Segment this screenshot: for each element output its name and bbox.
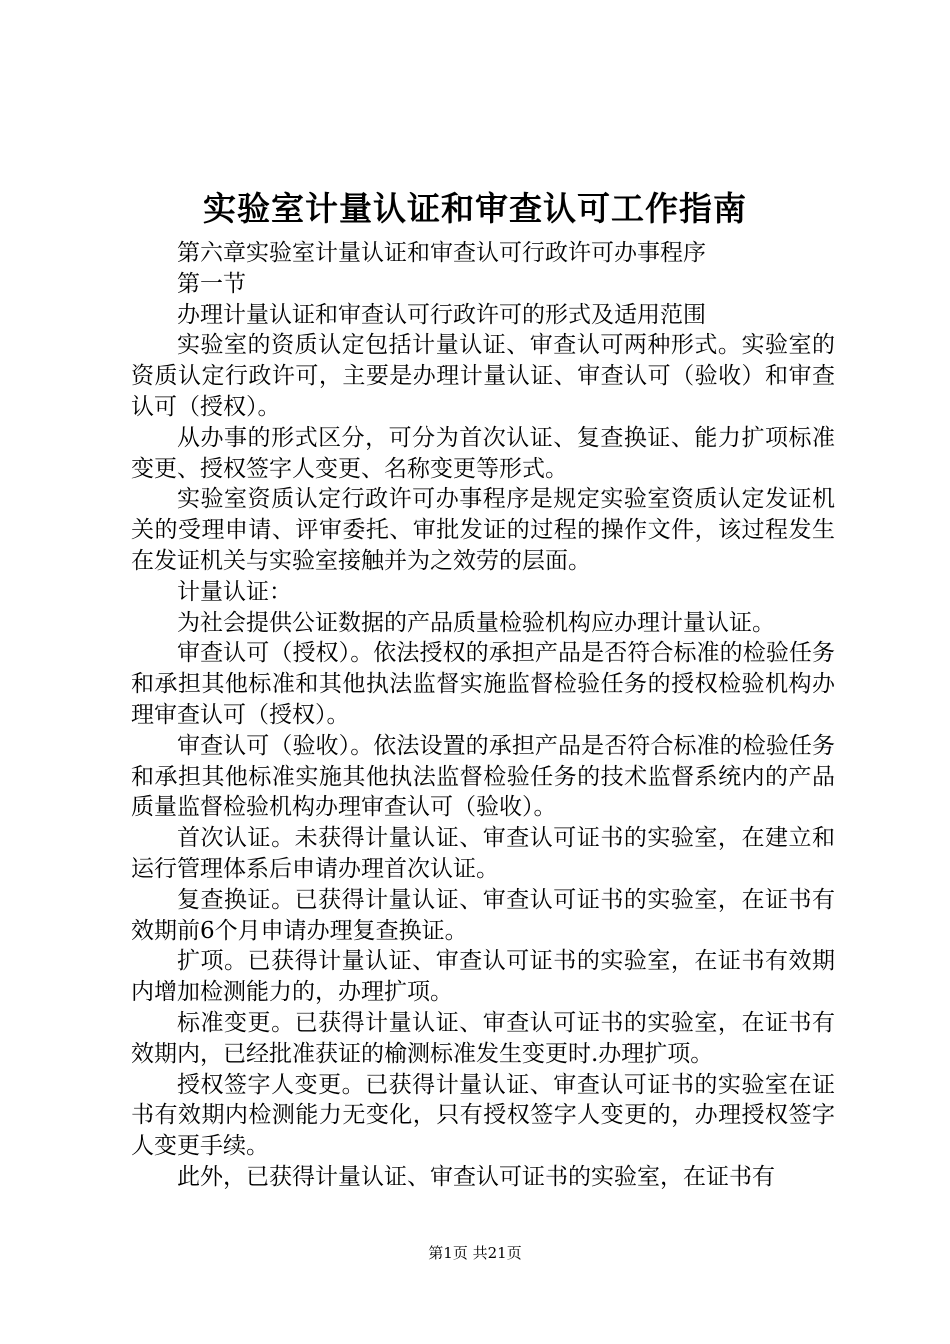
paragraph: 扩项。已获得计量认证、审查认可证书的实验室，在证书有效期内增加检测能力的，办理扩项。 (131, 948, 835, 1006)
paragraph: 计量认证： (177, 578, 292, 605)
paragraph: 实验室的资质认定包括计量认证、审查认可两种形式。实验室的资质认定行政许可，主要是办理计量认证、审查认可（验收）和审查认可（授权）。 (131, 332, 835, 420)
section-heading: 第一节 (177, 270, 246, 297)
paragraph: 首次认证。未获得计量认证、审查认可证书的实验室，在建立和运行管理体系后申请办理首次认证。 (131, 825, 835, 882)
document-body (131, 238, 835, 1193)
paragraph: 此外，已获得计量认证、审查认可证书的实验室，在证书有 (177, 1163, 775, 1190)
paragraph: 实验室资质认定行政许可办事程序是规定实验室资质认定发证机关的受理申请、评审委托、审批发证的过程的操作文件，该过程发生在发证机关与实验室接触并为之效劳的层面。 (131, 486, 835, 574)
paragraph: 复查换证。已获得计量认证、审查认可证书的实验室，在证书有效期前6个月申请办理复查换证。 (131, 886, 835, 944)
section-subtitle: 办理计量认证和审查认可行政许可的形式及适用范围 (177, 301, 706, 328)
paragraph: 标准变更。已获得计量认证、审查认可证书的实验室，在证书有效期内，已经批准获证的榆测标准发生变更时.办理扩项。 (131, 1009, 835, 1067)
page-number-footer: 第1页 共21页 (428, 1244, 522, 1262)
paragraph: 授权签字人变更。已获得计量认证、审查认可证书的实验室在证书有效期内检测能力无变化，只有授权签字人变更的，办理授权签字人变更手续。 (131, 1071, 835, 1160)
paragraph: 审查认可（验收）。依法设置的承担产品是否符合标准的检验任务和承担其他标准实施其他执法监督检验任务的技术监督系统内的产品质量监督检验机构办理审查认可（验收）。 (131, 732, 835, 821)
paragraph: 为社会提供公证数据的产品质量检验机构应办理计量认证。 (177, 609, 775, 636)
document-title: 实验室计量认证和审查认可工作指南 (203, 189, 747, 228)
paragraph: 从办事的形式区分，可分为首次认证、复查换证、能力扩项标准变更、授权签字人变更、名称变更等形式。 (131, 424, 835, 482)
chapter-heading: 第六章实验室计量认证和审查认可行政许可办事程序 (177, 240, 706, 266)
paragraph: 审查认可（授权）。依法授权的承担产品是否符合标准的检验任务和承担其他标准和其他执法监督实施监督检验任务的授权检验机构办理审查认可（授权）。 (131, 640, 835, 728)
